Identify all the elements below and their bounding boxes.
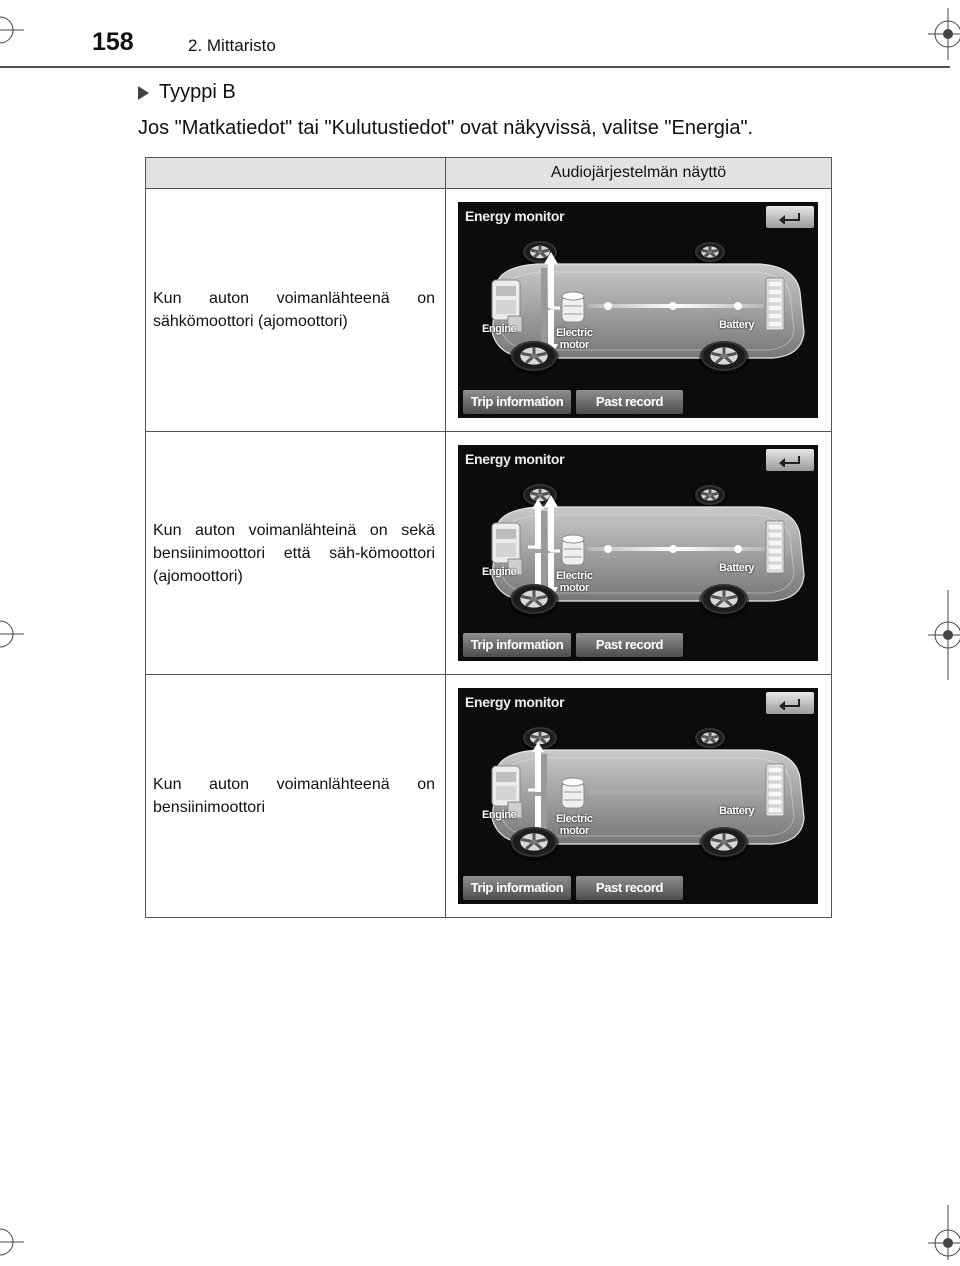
engine-label: Engine — [482, 323, 517, 335]
crop-mark-mid-right — [922, 590, 960, 680]
screen-title: Energy monitor — [465, 208, 565, 224]
electric-motor-label — [556, 327, 593, 351]
back-button[interactable] — [766, 692, 814, 714]
energy-monitor-table — [145, 157, 832, 918]
trip-information-tab[interactable]: Trip information — [463, 390, 571, 414]
electric-label-line2: motor — [559, 825, 589, 837]
engine-label: Engine — [482, 809, 517, 821]
row-description: Kun auton voimanlähteenä on bensiinimoottori — [146, 675, 446, 918]
table-header-display: Audiojärjestelmän näyttö — [446, 158, 832, 189]
section-title: 2. Mittaristo — [188, 36, 276, 55]
energy-monitor-screen — [458, 445, 818, 661]
return-arrow-icon — [777, 210, 803, 224]
battery-icon — [766, 278, 784, 330]
page-number: 158 — [92, 28, 134, 56]
battery-label: Battery — [719, 562, 755, 574]
electric-motor-label — [556, 570, 593, 594]
back-button[interactable] — [766, 449, 814, 471]
return-arrow-icon — [777, 453, 803, 467]
screen-cell — [446, 189, 832, 432]
wheel — [509, 827, 559, 861]
crop-mark-mid-left — [0, 614, 40, 654]
trip-information-tab[interactable]: Trip information — [463, 876, 571, 900]
table-row — [146, 189, 832, 432]
triangle-bullet-icon — [138, 86, 149, 100]
trip-information-tab[interactable]: Trip information — [463, 633, 571, 657]
wheel — [693, 485, 727, 509]
electric-motor-icon — [562, 535, 584, 565]
battery-icon — [766, 521, 784, 573]
crop-mark-bottom-right — [922, 1205, 960, 1260]
wheel — [699, 827, 749, 861]
electric-label-line2: motor — [559, 339, 589, 351]
energy-monitor-screen — [458, 202, 818, 418]
past-record-tab[interactable]: Past record — [576, 390, 683, 414]
screen-title: Energy monitor — [465, 694, 565, 710]
crop-mark-bottom-left — [0, 1222, 40, 1262]
header-divider — [0, 66, 950, 68]
screen-cell — [446, 432, 832, 675]
table-header-row — [146, 158, 832, 189]
electric-label-line2: motor — [559, 582, 589, 594]
wheel — [693, 728, 727, 752]
battery-label: Battery — [719, 319, 755, 331]
electric-motor-label — [556, 813, 593, 837]
car-diagram — [458, 475, 818, 631]
electric-label-line1: Electric — [556, 327, 593, 339]
engine-label: Engine — [482, 566, 517, 578]
crop-mark-top-right — [922, 8, 960, 60]
past-record-tab[interactable]: Past record — [576, 876, 683, 900]
wheel — [693, 242, 727, 266]
crop-mark-top-left — [0, 10, 40, 50]
wheel — [509, 341, 559, 375]
screen-cell — [446, 675, 832, 918]
wheel — [509, 584, 559, 618]
battery-flow-line — [588, 790, 764, 794]
table-row — [146, 675, 832, 918]
back-button[interactable] — [766, 206, 814, 228]
battery-label: Battery — [719, 805, 755, 817]
type-heading-text: Tyyppi B — [159, 81, 236, 103]
wheel — [699, 341, 749, 375]
energy-monitor-screen — [458, 688, 818, 904]
past-record-tab[interactable]: Past record — [576, 633, 683, 657]
electric-label-line1: Electric — [556, 813, 593, 825]
table-header-empty — [146, 158, 446, 189]
electric-label-line1: Electric — [556, 570, 593, 582]
screen-title: Energy monitor — [465, 451, 565, 467]
row-description: Kun auton voimanlähteenä on sähkömoottori (ajomoottori) — [146, 189, 446, 432]
electric-motor-icon — [562, 778, 584, 808]
electric-motor-icon — [562, 292, 584, 322]
row-description: Kun auton voimanlähteinä on sekä bensiinimoottori että säh-kömoottori (ajomoottori) — [146, 432, 446, 675]
car-diagram — [458, 232, 818, 388]
battery-icon — [766, 764, 784, 816]
table-row — [146, 432, 832, 675]
intro-paragraph: Jos "Matkatiedot" tai "Kulutustiedot" ovat näkyvissä, valitse "Energia". — [138, 117, 754, 139]
return-arrow-icon — [777, 696, 803, 710]
car-diagram — [458, 718, 818, 874]
wheel — [699, 584, 749, 618]
type-heading — [138, 81, 236, 104]
